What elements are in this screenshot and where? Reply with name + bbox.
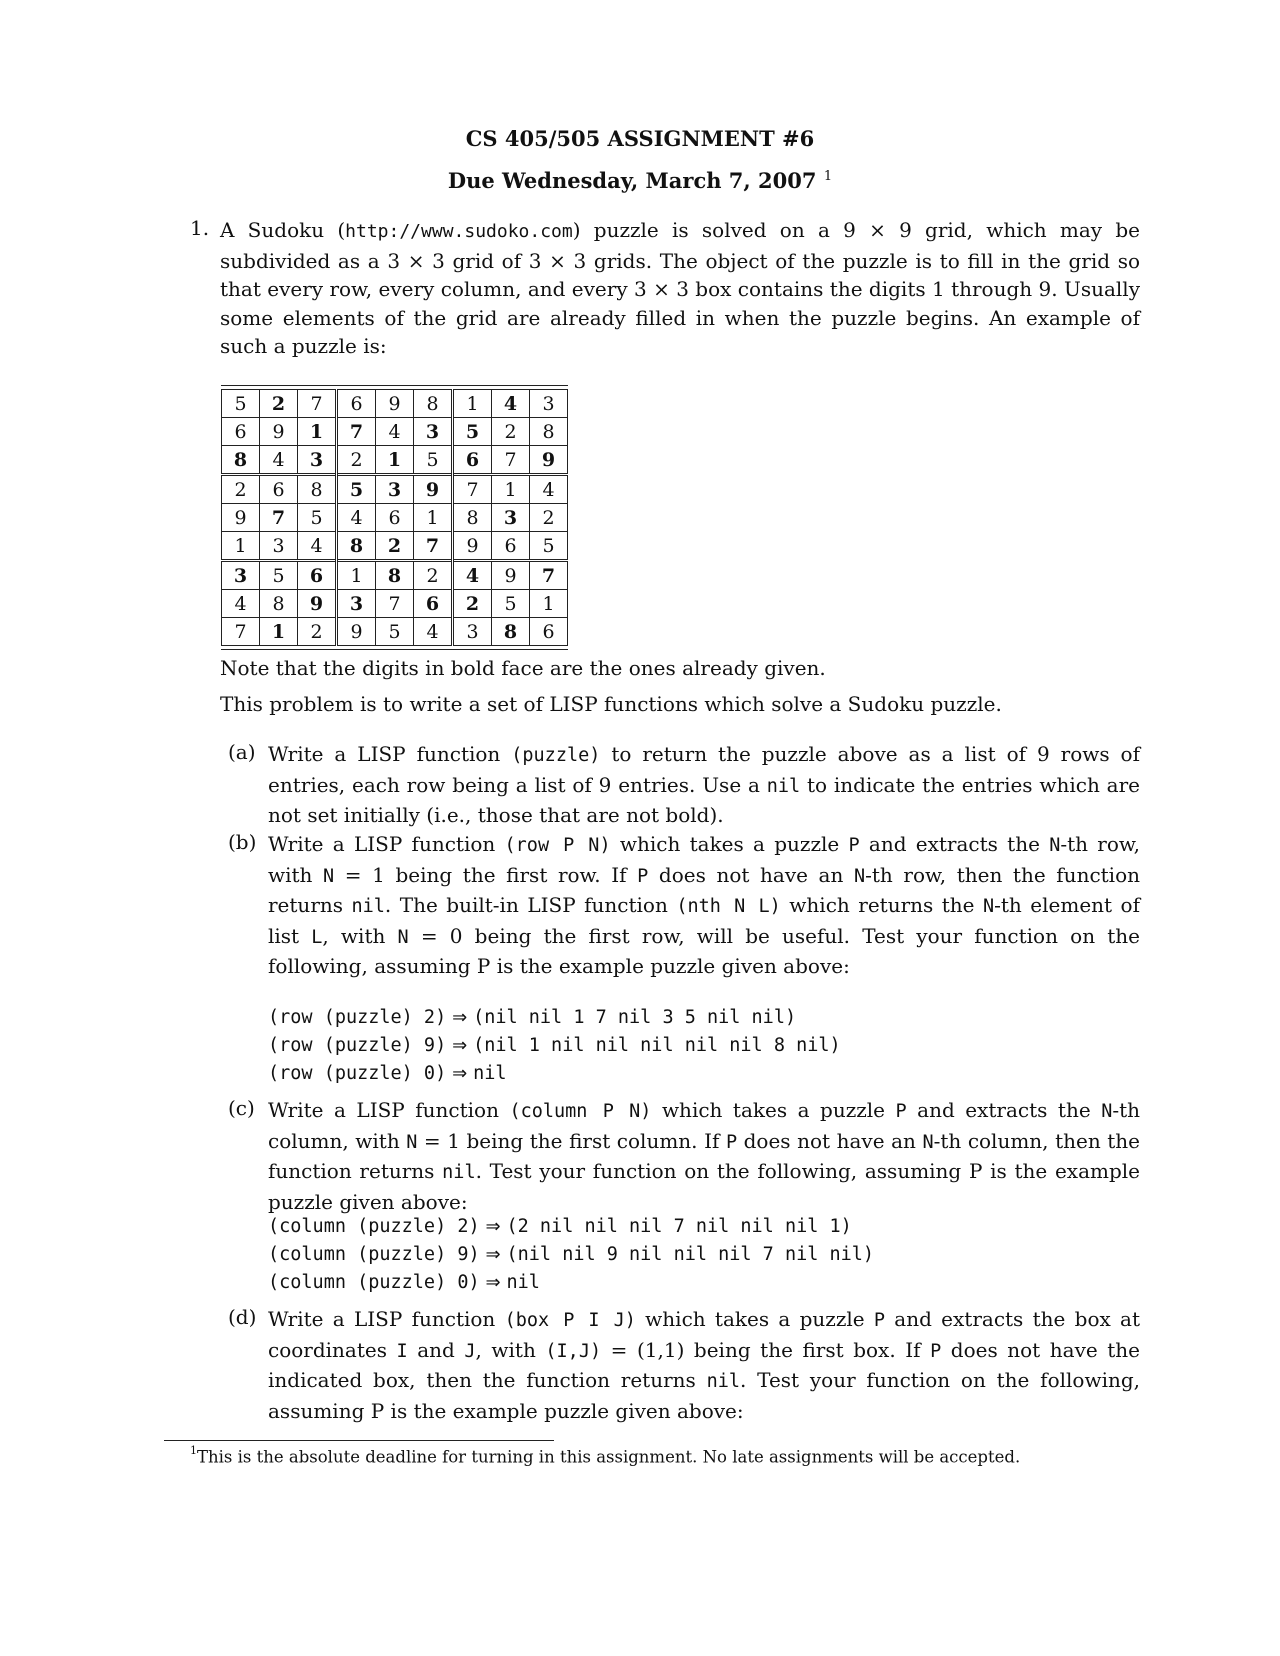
code-example: (column (puzzle) 2) ⇒ (2 nil nil nil 7 nil nil nil 1) xyxy=(268,1216,852,1237)
sudoku-cell: 4 xyxy=(492,390,530,418)
sudoku-cell: 3 xyxy=(298,446,337,475)
sudoku-cell: 5 xyxy=(298,504,337,532)
sudoku-cell: 9 xyxy=(298,590,337,618)
sudoku-cell: 6 xyxy=(337,390,376,418)
sudoku-cell: 2 xyxy=(492,418,530,446)
sudoku-cell: 7 xyxy=(530,561,568,590)
sudoku-row xyxy=(222,561,568,590)
sudoku-cell: 5 xyxy=(492,590,530,618)
sudoku-cell: 1 xyxy=(414,504,453,532)
sudoku-cell: 9 xyxy=(337,618,376,646)
problem-number: 1. xyxy=(190,216,210,240)
sudoku-cell: 2 xyxy=(222,475,260,504)
sudoku-cell: 7 xyxy=(376,590,414,618)
sudoku-cell: 7 xyxy=(414,532,453,561)
sudoku-cell: 2 xyxy=(414,561,453,590)
sudoku-link[interactable]: http://www.sudoko.com xyxy=(345,221,573,242)
sudoku-cell: 9 xyxy=(492,561,530,590)
part-c-label: (c) xyxy=(228,1096,255,1120)
sudoku-cell: 7 xyxy=(298,390,337,418)
footnote: $^1$This is the absolute deadline for turning in this assignment. No late assignments will be accepted. xyxy=(190,1444,1021,1467)
sudoku-cell: 5 xyxy=(530,532,568,561)
sudoku-row xyxy=(222,390,568,418)
sudoku-cell: 3 xyxy=(492,504,530,532)
sudoku-cell: 4 xyxy=(530,475,568,504)
sudoku-cell: 8 xyxy=(414,390,453,418)
due-date: Due Wednesday, March 7, 2007 $^1$ xyxy=(447,168,833,193)
sudoku-cell: 8 xyxy=(492,618,530,646)
sudoku-cell: 9 xyxy=(222,504,260,532)
sudoku-row xyxy=(222,418,568,446)
sudoku-cell: 8 xyxy=(260,590,298,618)
sudoku-row xyxy=(222,532,568,561)
sudoku-cell: 7 xyxy=(260,504,298,532)
sudoku-cell: 7 xyxy=(492,446,530,475)
sudoku-cell: 3 xyxy=(530,390,568,418)
sudoku-cell: 1 xyxy=(260,618,298,646)
part-b-text: Write a LISP function (row P N) which takes a puzzle P and extracts the N-th row, with N = 1 being the first row. If P does not have an N-th row, then the function returns nil. The built-in LISP function (nth N L) which returns the N-th element of list L, with N = 0 being the first row, will be useful. Test your function on the following, assuming P is the example puzzle given above: xyxy=(268,832,1141,978)
sudoku-cell: 5 xyxy=(414,446,453,475)
sudoku-cell: 1 xyxy=(453,390,492,418)
page-title: CS 405/505 ASSIGNMENT #6 xyxy=(465,126,815,151)
part-b-label: (b) xyxy=(228,830,257,854)
sudoku-cell: 3 xyxy=(376,475,414,504)
problem-intro: A Sudoku (http://www.sudoko.com) puzzle is solved on a 9 × 9 grid, which may be subdivided as a 3 × 3 grid of 3 × 3 grids. The object of the puzzle is to fill in the grid so that every row, every column, and every 3 × 3 box contains the digits 1 through 9. Usually some elements of the grid are already filled in when the puzzle begins. An example of such a puzzle is: xyxy=(220,218,1140,358)
sudoku-cell: 6 xyxy=(453,446,492,475)
sudoku-row xyxy=(222,618,568,646)
sudoku-cell: 5 xyxy=(337,475,376,504)
sudoku-cell: 4 xyxy=(298,532,337,561)
sudoku-cell: 3 xyxy=(337,590,376,618)
sudoku-cell: 6 xyxy=(298,561,337,590)
sudoku-cell: 9 xyxy=(376,390,414,418)
note-text: Note that the digits in bold face are the ones already given. xyxy=(220,656,826,680)
code-example: (row (puzzle) 2) ⇒ (nil nil 1 7 nil 3 5 nil nil) xyxy=(268,1007,797,1028)
sudoku-cell: 1 xyxy=(222,532,260,561)
sudoku-cell: 5 xyxy=(453,418,492,446)
part-c-examples xyxy=(268,1213,874,1297)
sudoku-cell: 8 xyxy=(453,504,492,532)
sudoku-cell: 2 xyxy=(376,532,414,561)
sudoku-cell: 3 xyxy=(260,532,298,561)
sudoku-cell: 9 xyxy=(414,475,453,504)
sudoku-cell: 2 xyxy=(298,618,337,646)
part-c-text: Write a LISP function (column P N) which takes a puzzle P and extracts the N-th column, with N = 1 being the first column. If P does not have an N-th column, then the function returns nil. Test your function on the following, assuming P is the example puzzle given above: xyxy=(268,1098,1141,1214)
sudoku-cell: 1 xyxy=(298,418,337,446)
sudoku-cell: 9 xyxy=(453,532,492,561)
sudoku-cell: 1 xyxy=(492,475,530,504)
sudoku-cell: 8 xyxy=(530,418,568,446)
sudoku-cell: 3 xyxy=(222,561,260,590)
sudoku-cell: 4 xyxy=(337,504,376,532)
sudoku-row xyxy=(222,475,568,504)
sudoku-cell: 5 xyxy=(260,561,298,590)
sudoku-cell: 9 xyxy=(530,446,568,475)
sudoku-cell: 6 xyxy=(414,590,453,618)
sudoku-cell: 2 xyxy=(453,590,492,618)
sudoku-row xyxy=(222,446,568,475)
sudoku-cell: 7 xyxy=(453,475,492,504)
part-a-text: Write a LISP function (puzzle) to return the puzzle above as a list of 9 rows of entries, each row being a list of 9 entries. Use a nil to indicate the entries which are not set initially (i.e., those that are not bold). xyxy=(268,742,1141,827)
sudoku-cell: 4 xyxy=(453,561,492,590)
sudoku-cell: 8 xyxy=(298,475,337,504)
sudoku-cell: 1 xyxy=(530,590,568,618)
sudoku-cell: 4 xyxy=(414,618,453,646)
sudoku-cell: 6 xyxy=(530,618,568,646)
footnote-mark: 1 xyxy=(823,169,833,184)
part-a-label: (a) xyxy=(228,740,256,764)
sudoku-cell: 4 xyxy=(376,418,414,446)
sudoku-cell: 7 xyxy=(337,418,376,446)
sudoku-cell: 2 xyxy=(260,390,298,418)
problem-statement: This problem is to write a set of LISP functions which solve a Sudoku puzzle. xyxy=(220,692,1002,716)
code-example: (column (puzzle) 0) ⇒ nil xyxy=(268,1272,540,1293)
code-example: (row (puzzle) 0) ⇒ nil xyxy=(268,1063,507,1084)
sudoku-cell: 4 xyxy=(260,446,298,475)
footnote-rule xyxy=(164,1440,554,1441)
sudoku-cell: 5 xyxy=(376,618,414,646)
sudoku-cell: 7 xyxy=(222,618,260,646)
sudoku-cell: 3 xyxy=(453,618,492,646)
sudoku-row xyxy=(222,590,568,618)
part-d-label: (d) xyxy=(228,1305,257,1329)
code-example: (row (puzzle) 9) ⇒ (nil 1 nil nil nil nil nil 8 nil) xyxy=(268,1035,841,1056)
sudoku-row xyxy=(222,504,568,532)
sudoku-table xyxy=(221,389,568,646)
sudoku-cell: 6 xyxy=(376,504,414,532)
sudoku-cell: 5 xyxy=(222,390,260,418)
sudoku-grid xyxy=(221,385,568,650)
sudoku-cell: 6 xyxy=(260,475,298,504)
sudoku-cell: 1 xyxy=(376,446,414,475)
sudoku-cell: 6 xyxy=(222,418,260,446)
code-example: (column (puzzle) 9) ⇒ (nil nil 9 nil nil nil 7 nil nil) xyxy=(268,1244,875,1265)
sudoku-cell: 8 xyxy=(337,532,376,561)
sudoku-cell: 3 xyxy=(414,418,453,446)
sudoku-cell: 2 xyxy=(337,446,376,475)
sudoku-cell: 2 xyxy=(530,504,568,532)
part-d-text: Write a LISP function (box P I J) which takes a puzzle P and extracts the box at coordinates I and J, with (I,J) = (1,1) being the first box. If P does not have the indicated box, then the function returns nil. Test your function on the following, assuming P is the example puzzle given above: xyxy=(268,1307,1141,1423)
sudoku-cell: 8 xyxy=(376,561,414,590)
part-b-examples xyxy=(268,1004,841,1088)
sudoku-cell: 1 xyxy=(337,561,376,590)
sudoku-cell: 8 xyxy=(222,446,260,475)
sudoku-cell: 6 xyxy=(492,532,530,561)
sudoku-cell: 9 xyxy=(260,418,298,446)
sudoku-cell: 4 xyxy=(222,590,260,618)
